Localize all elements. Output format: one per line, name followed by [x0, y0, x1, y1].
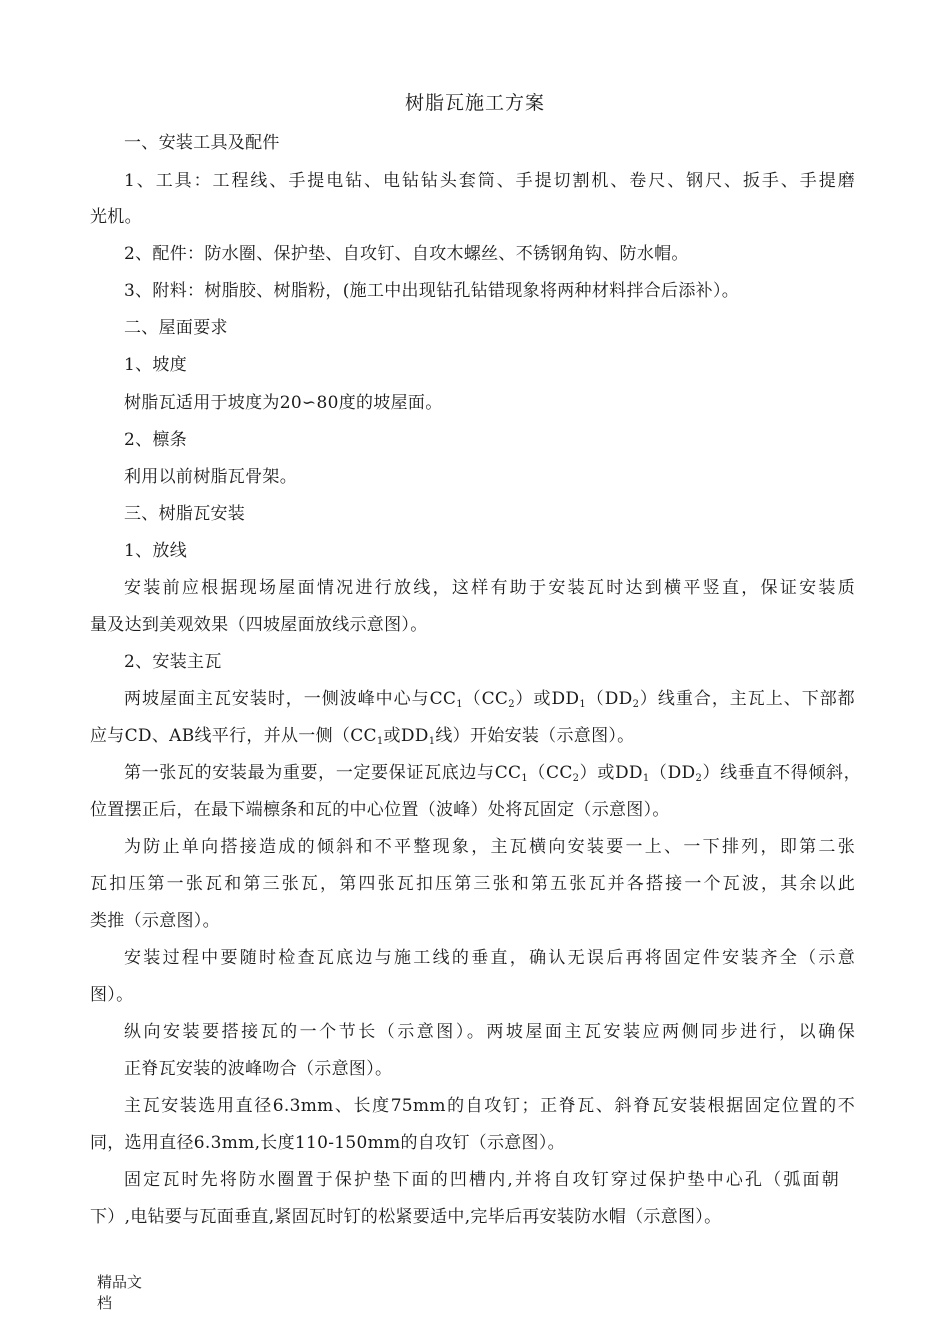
paragraph-line: 应与CD、AB线平行，并从一侧（$CC_1$或$DD_1$线）开始安装（示意图）。 [90, 726, 635, 747]
paragraph-line: 位置摆正后，在最下端檩条和瓦的中心位置（波峰）处将瓦固定（示意图）。 [90, 800, 670, 820]
subheading: 1、放线 [124, 541, 188, 561]
paragraph-line: 主瓦安装选用直径6.3mm、长度75mm的自攻钉；正脊瓦、斜脊瓦安装根据固定位置的不 [124, 1096, 855, 1116]
paragraph-line: 纵向安装要搭接瓦的一个节长（示意图）。两坡屋面主瓦安装应两侧同步进行，以确保 [124, 1022, 855, 1042]
paragraph-line: 图）。 [90, 985, 134, 1005]
paragraph-line: 安装过程中要随时检查瓦底边与施工线的垂直，确认无误后再将固定件安装齐全（示意 [124, 948, 855, 968]
footer-watermark-line-1: 精品文 [97, 1273, 143, 1291]
paragraph-line: 第一张瓦的安装最为重要，一定要保证瓦底边与$CC_1(CC_2)$或$DD_1(DD_2)$线垂直不得倾斜， [124, 763, 861, 784]
paragraph-line: 3、附料：树脂胶、树脂粉，(施工中出现钻孔钻错现象将两种材料拌合后添补）。 [124, 281, 740, 301]
section-heading-1: 一、安装工具及配件 [124, 133, 280, 153]
paragraph-line: 固定瓦时先将防水圈置于保护垫下面的凹槽内,并将自攻钉穿过保护垫中心孔（弧面朝 [124, 1170, 839, 1190]
paragraph-line: 两坡屋面主瓦安装时，一侧波峰中心与$CC_1(CC_2)$或$DD_1(DD_2)$线重合，主瓦上、下部都 [124, 689, 855, 710]
paragraph-line: 量及达到美观效果（四坡屋面放线示意图）。 [90, 615, 428, 635]
paragraph-line: 为防止单向搭接造成的倾斜和不平整现象，主瓦横向安装要一上、一下排列，即第二张 [124, 837, 855, 857]
footer-watermark-line-2: 档 [97, 1294, 113, 1312]
paragraph-line: 1、工具：工程线、手提电钻、电钻钻头套筒、手提切割机、卷尺、钢尺、扳手、手提磨 [124, 171, 855, 191]
paragraph-line: 同，选用直径6.3mm,长度110-150mm的自攻钉（示意图）。 [90, 1133, 565, 1153]
section-heading-2: 二、屋面要求 [124, 318, 228, 338]
section-heading-3: 三、树脂瓦安装 [124, 504, 246, 524]
paragraph-line: 树脂瓦适用于坡度为20∽80度的坡屋面。 [124, 393, 443, 413]
subheading: 2、檩条 [124, 430, 188, 450]
paragraph-line: 光机。 [90, 207, 142, 227]
paragraph-line: 下）,电钻要与瓦面垂直,紧固瓦时钉的松紧要适中,完毕后再安装防水帽（示意图）。 [90, 1207, 722, 1227]
paragraph-line: 利用以前树脂瓦骨架。 [124, 467, 297, 487]
paragraph-line: 2、配件：防水圈、保护垫、自攻钉、自攻木螺丝、不锈钢角钩、防水帽。 [124, 244, 689, 264]
paragraph-line: 瓦扣压第一张瓦和第三张瓦，第四张瓦扣压第三张和第五张瓦并各搭接一个瓦波，其余以此 [90, 874, 855, 894]
subheading: 2、安装主瓦 [124, 652, 222, 672]
paragraph-line: 正脊瓦安装的波峰吻合（示意图）。 [124, 1059, 393, 1079]
subheading: 1、坡度 [124, 355, 188, 375]
paragraph-line: 类推（示意图）。 [90, 911, 220, 931]
paragraph-line: 安装前应根据现场屋面情况进行放线，这样有助于安装瓦时达到横平竖直，保证安装质 [124, 578, 855, 598]
page-title: 树脂瓦施工方案 [404, 92, 545, 114]
